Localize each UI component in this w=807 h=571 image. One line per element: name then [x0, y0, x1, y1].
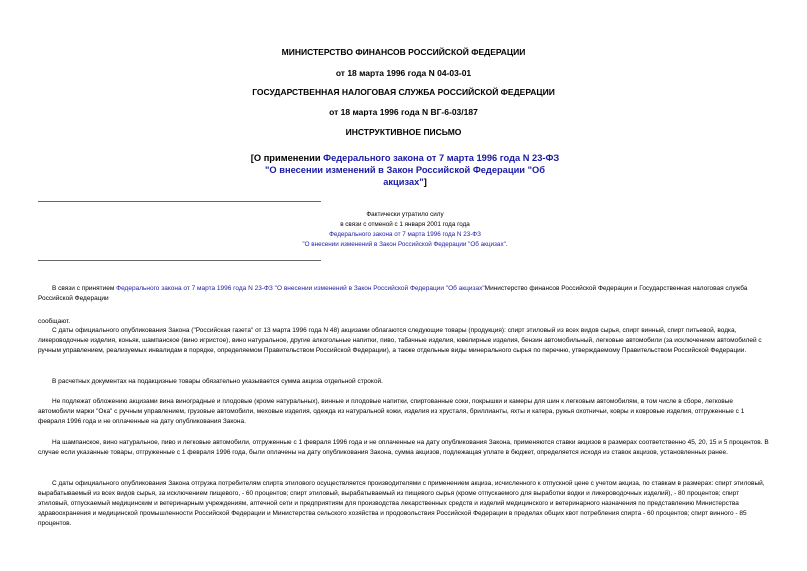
tax-service-heading: ГОСУДАРСТВЕННАЯ НАЛОГОВАЯ СЛУЖБА РОССИЙСКОЙ ФЕДЕРАЦИИ — [252, 87, 555, 97]
p1-law-link[interactable]: Федерального закона от 7 марта 1996 года N 23-ФЗ "О внесении изменений в Закон Российской Федерации "Об акцизах" — [116, 285, 485, 292]
document-type: ИНСТРУКТИВНОЕ ПИСЬМО — [345, 127, 462, 137]
p1-text-post: Министерство финансов Российской Федерации и Государственная налоговая служба Российской Федерации — [38, 285, 748, 302]
status-line-1: Фактически утратило силу — [366, 211, 444, 218]
ministry-doc-date: от 18 марта 1996 года N 04-03-01 — [335, 68, 472, 78]
title-law-link[interactable]: Федерального закона от 7 марта 1996 года N 23-ФЗ "О внесении изменений в Закон Российской Федерации "Об акцизах" — [265, 153, 560, 187]
paragraph-5: Не подлежат обложению акцизами вина виноградные и плодовые (кроме натуральных), винные и плодовые напитки, спиртованные соки, покрышки и камеры для шин к легковым автомобилям, в том числе в сборе, легковые автомобили марки "Ока" с ручным управлением, грузовые автомобили, меховые изделия, одежда из натуральной кожи, изделия из хрусталя, бриллианты, яхты и катера, ружья охотничьи, ковры и ковровые изделия, отгруженные с 1 февраля 1996 года и не оплаченные на дату опубликования Закона. — [38, 398, 745, 425]
paragraph-2: сообщают. — [38, 318, 71, 325]
p1-text-pre: В связи с принятием — [52, 285, 117, 292]
paragraph-6: На шампанское, вино натуральное, пиво и легковые автомобили, отгруженные с 1 февраля 1996 года и не оплаченные на дату опубликования Закона, применяются ставки акцизов в размерах соответственно 45, 20, 15 и 5 процентов. В случае если указанные товары, отгруженные с 1 февраля 1996 года, были оплачены на дату опубликования Закона, сумма акцизов, подлежащая уплате в бюджет, определяется исходя из ставок акцизов, установленных ранее. — [38, 439, 769, 456]
title-suffix: ] — [423, 177, 427, 187]
status-line-2: в связи с отменой с 1 января 2001 года года — [340, 221, 470, 228]
paragraph-4: В расчетных документах на подакцизные товары обязательно указывается сумма акциза отдельной строкой. — [52, 378, 383, 385]
ministry-heading: МИНИСТЕРСТВО ФИНАНСОВ РОССИЙСКОЙ ФЕДЕРАЦИИ — [281, 47, 526, 57]
tax-service-doc-date: от 18 марта 1996 года N ВГ-6-03/187 — [329, 107, 478, 117]
status-law-link-1[interactable]: Федерального закона от 7 марта 1996 года N 23-ФЗ — [329, 231, 481, 238]
status-end: . — [505, 241, 508, 248]
divider-top — [38, 201, 321, 202]
document-title — [250, 152, 560, 188]
title-prefix: [О применении — [250, 153, 324, 163]
paragraph-3: С даты официального опубликования Закона ("Российская газета" от 13 марта 1996 года N 48) акцизами облагаются следующие товары (продукция): спирт этиловый из всех видов сырья, спирт винный, спирт питьевой, водка, ликероводочные изделия, коньяк, шампанское (вино игристое), вино натуральное, другие алкогольные напитки, пиво, табачные изделия, ювелирные изделия, бензин автомобильный, легковые автомобили (за исключением автомобилей с ручным управлением, реализуемых инвалидам в порядке, определяемом Правительством Российской Федерации), а также отдельные виды минерального сырья по перечню, утверждаемому Правительством Российской Федерации. — [38, 327, 762, 354]
paragraph-1 — [38, 284, 771, 304]
status-law-link-2[interactable]: "О внесении изменений в Закон Российской Федерации "Об акцизах" — [302, 241, 506, 248]
divider-bottom — [38, 260, 321, 261]
paragraph-7: С даты официального опубликования Закона отгрузка потребителям спирта этилового осуществляется производителями с применением акциза, исчисленного к отпускной цене с учетом акциза, по ставкам в размерах: спирт этиловый, вырабатываемый из всех видов сырья, за исключением пищевого, - 60 процентов; спирт этиловый, вырабатываемый из пищевого сырья (кроме отпускаемого для выработки водки и ликероводочных изделий), - 80 процентов; спирт этиловый, отпускаемый медицинским и ветеринарным учреждениям, аптечной сети и предприятиям для производства лекарственных средств и изделий медицинского и ветеринарного назначения по представлению Министерства здравоохранения и медицинской промышленности Российской Федерации и Министерства сельского хозяйства и продовольствия Российской Федерации в пределах общих квот потребления спирта - 60 процентов; спирт винного - 85 процентов. — [38, 480, 765, 527]
status-note — [250, 210, 560, 250]
